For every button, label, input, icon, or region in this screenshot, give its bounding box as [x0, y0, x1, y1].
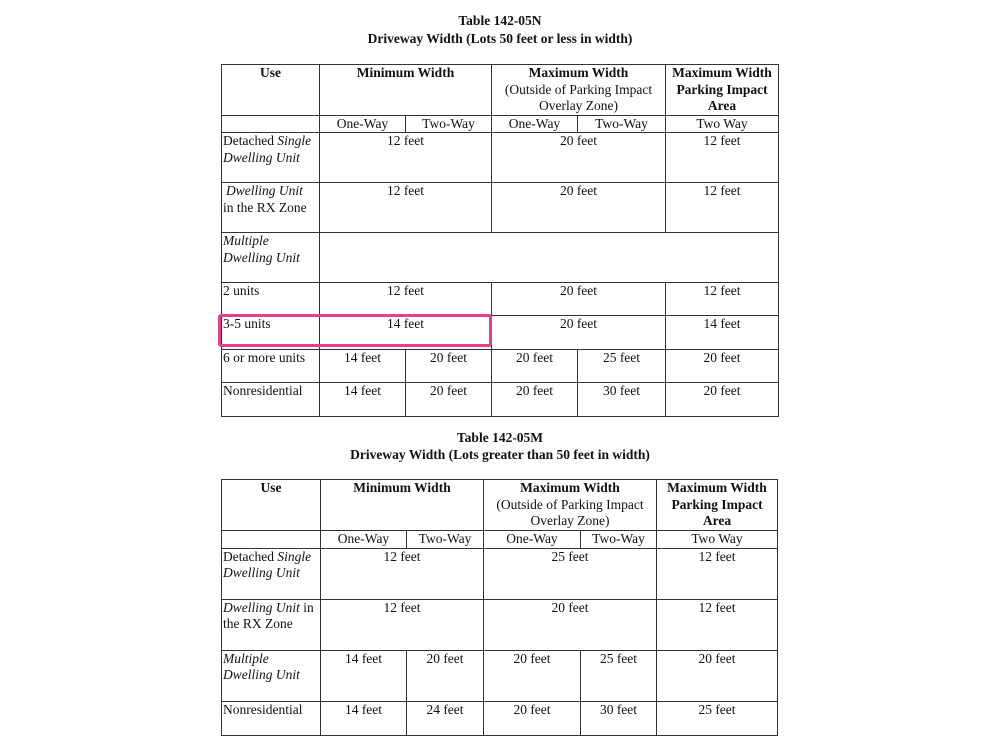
- table-n-subtitle: Driveway Width (Lots 50 feet or less in width): [367, 31, 633, 46]
- cell-empty: [320, 233, 779, 283]
- cell-min: 14 feet: [320, 316, 492, 350]
- row-use: 6 or more units: [222, 350, 320, 383]
- subheader-min-two-way: Two-Way: [406, 115, 492, 133]
- cell-max: 20 feet: [484, 599, 657, 650]
- row-use: [222, 133, 320, 183]
- table-row: [222, 233, 779, 283]
- table-row: [222, 183, 779, 233]
- cell-min-one-way: 14 feet: [321, 701, 407, 735]
- table-row: [222, 316, 779, 350]
- header-max-width-sub: (Outside of Parking Impact Overlay Zone): [496, 496, 644, 528]
- cell-min-two-way: 24 feet: [407, 701, 484, 735]
- table-row: [222, 701, 778, 735]
- cell-pia: 12 feet: [657, 599, 778, 650]
- cell-min-two-way: 20 feet: [406, 383, 492, 417]
- subheader-max-one-way: One-Way: [492, 115, 578, 133]
- cell-max-two-way: 25 feet: [581, 650, 657, 701]
- row-use: Nonresidential: [222, 383, 320, 417]
- header-max-width: [492, 65, 666, 116]
- cell-min: 12 feet: [320, 133, 492, 183]
- table-row: [222, 548, 778, 599]
- cell-min: 12 feet: [321, 599, 484, 650]
- header-use: Use: [222, 65, 320, 116]
- header-max-width-sub: (Outside of Parking Impact Overlay Zone): [504, 81, 653, 113]
- table-row: [222, 350, 779, 383]
- table-m-title: Table 142-05M: [456, 430, 544, 445]
- table-row: [222, 650, 778, 701]
- cell-pia: 12 feet: [657, 548, 778, 599]
- row-use-italic: Multiple Dwelling Unit: [223, 233, 300, 265]
- cell-max-two-way: 30 feet: [581, 701, 657, 735]
- subheader-max-two-way: Two-Way: [578, 115, 666, 133]
- cell-pia: 20 feet: [657, 650, 778, 701]
- table-row: [222, 383, 779, 417]
- cell-min: 12 feet: [320, 283, 492, 316]
- header-max-width: [484, 480, 657, 531]
- cell-min-one-way: 14 feet: [320, 350, 406, 383]
- cell-max-one-way: 20 feet: [492, 350, 578, 383]
- cell-max-one-way: 20 feet: [484, 701, 581, 735]
- cell-max-two-way: 25 feet: [578, 350, 666, 383]
- cell-pia: 25 feet: [657, 701, 778, 735]
- cell-min-one-way: 14 feet: [320, 383, 406, 417]
- subheader-min-one-way: One-Way: [320, 115, 406, 133]
- row-use-text: in the RX Zone: [223, 199, 307, 215]
- table-m: [221, 479, 778, 736]
- row-use: [222, 599, 321, 650]
- row-use-italic: Single Dwelling Unit: [223, 548, 312, 580]
- subheader-min-one-way: One-Way: [321, 531, 407, 549]
- row-use: [222, 183, 320, 233]
- cell-min: 12 feet: [320, 183, 492, 233]
- cell-max: 20 feet: [492, 283, 666, 316]
- row-use: [222, 233, 320, 283]
- row-use-italic: Multiple Dwelling Unit: [223, 650, 300, 682]
- row-use: [222, 650, 321, 701]
- row-use-italic: Dwelling Unit: [223, 599, 300, 615]
- subheader-pia-two-way: Two Way: [666, 115, 779, 133]
- row-use: 3-5 units: [222, 316, 320, 350]
- cell-pia: 12 feet: [666, 183, 779, 233]
- cell-min-one-way: 14 feet: [321, 650, 407, 701]
- row-use-italic: Single Dwelling Unit: [223, 133, 312, 165]
- subheader-max-one-way: One-Way: [484, 531, 581, 549]
- header-pia: Maximum Width Parking Impact Area: [657, 480, 778, 531]
- row-use-text: in the RX Zone: [223, 599, 314, 631]
- table-row: [222, 599, 778, 650]
- cell-max: 20 feet: [492, 183, 666, 233]
- cell-pia: 14 feet: [666, 316, 779, 350]
- table-row: [222, 133, 779, 183]
- subheader-pia-two-way: Two Way: [657, 531, 778, 549]
- header-min-width: Minimum Width: [321, 480, 484, 531]
- header-use: Use: [222, 480, 321, 531]
- header-max-width-title: Maximum Width: [528, 65, 629, 80]
- header-pia: Maximum Width Parking Impact Area: [666, 65, 779, 116]
- cell-min: 12 feet: [321, 548, 484, 599]
- cell-pia: 20 feet: [666, 383, 779, 417]
- subheader-blank: [222, 531, 321, 549]
- cell-min-two-way: 20 feet: [407, 650, 484, 701]
- cell-pia: 12 feet: [666, 133, 779, 183]
- row-use-text: Detached: [223, 133, 278, 148]
- row-use-italic: Dwelling Unit: [226, 183, 303, 198]
- header-max-width-title: Maximum Width: [520, 480, 620, 495]
- cell-min-two-way: 20 feet: [406, 350, 492, 383]
- subheader-blank: [222, 115, 320, 133]
- subheader-max-two-way: Two-Way: [581, 531, 657, 549]
- header-min-width: Minimum Width: [320, 65, 492, 116]
- cell-max: 20 feet: [492, 133, 666, 183]
- cell-max-two-way: 30 feet: [578, 383, 666, 417]
- cell-pia: 20 feet: [666, 350, 779, 383]
- cell-max-one-way: 20 feet: [484, 650, 581, 701]
- table-row: [222, 283, 779, 316]
- row-use: 2 units: [222, 283, 320, 316]
- row-use-text: Detached: [223, 548, 278, 564]
- cell-max: 20 feet: [492, 316, 666, 350]
- table-n: [221, 64, 779, 417]
- table-m-subtitle: Driveway Width (Lots greater than 50 feet in width): [350, 447, 650, 462]
- cell-max: 25 feet: [484, 548, 657, 599]
- row-use: [222, 548, 321, 599]
- subheader-min-two-way: Two-Way: [407, 531, 484, 549]
- cell-pia: 12 feet: [666, 283, 779, 316]
- cell-max-one-way: 20 feet: [492, 383, 578, 417]
- table-n-title: Table 142-05N: [458, 13, 542, 28]
- row-use: Nonresidential: [222, 701, 321, 735]
